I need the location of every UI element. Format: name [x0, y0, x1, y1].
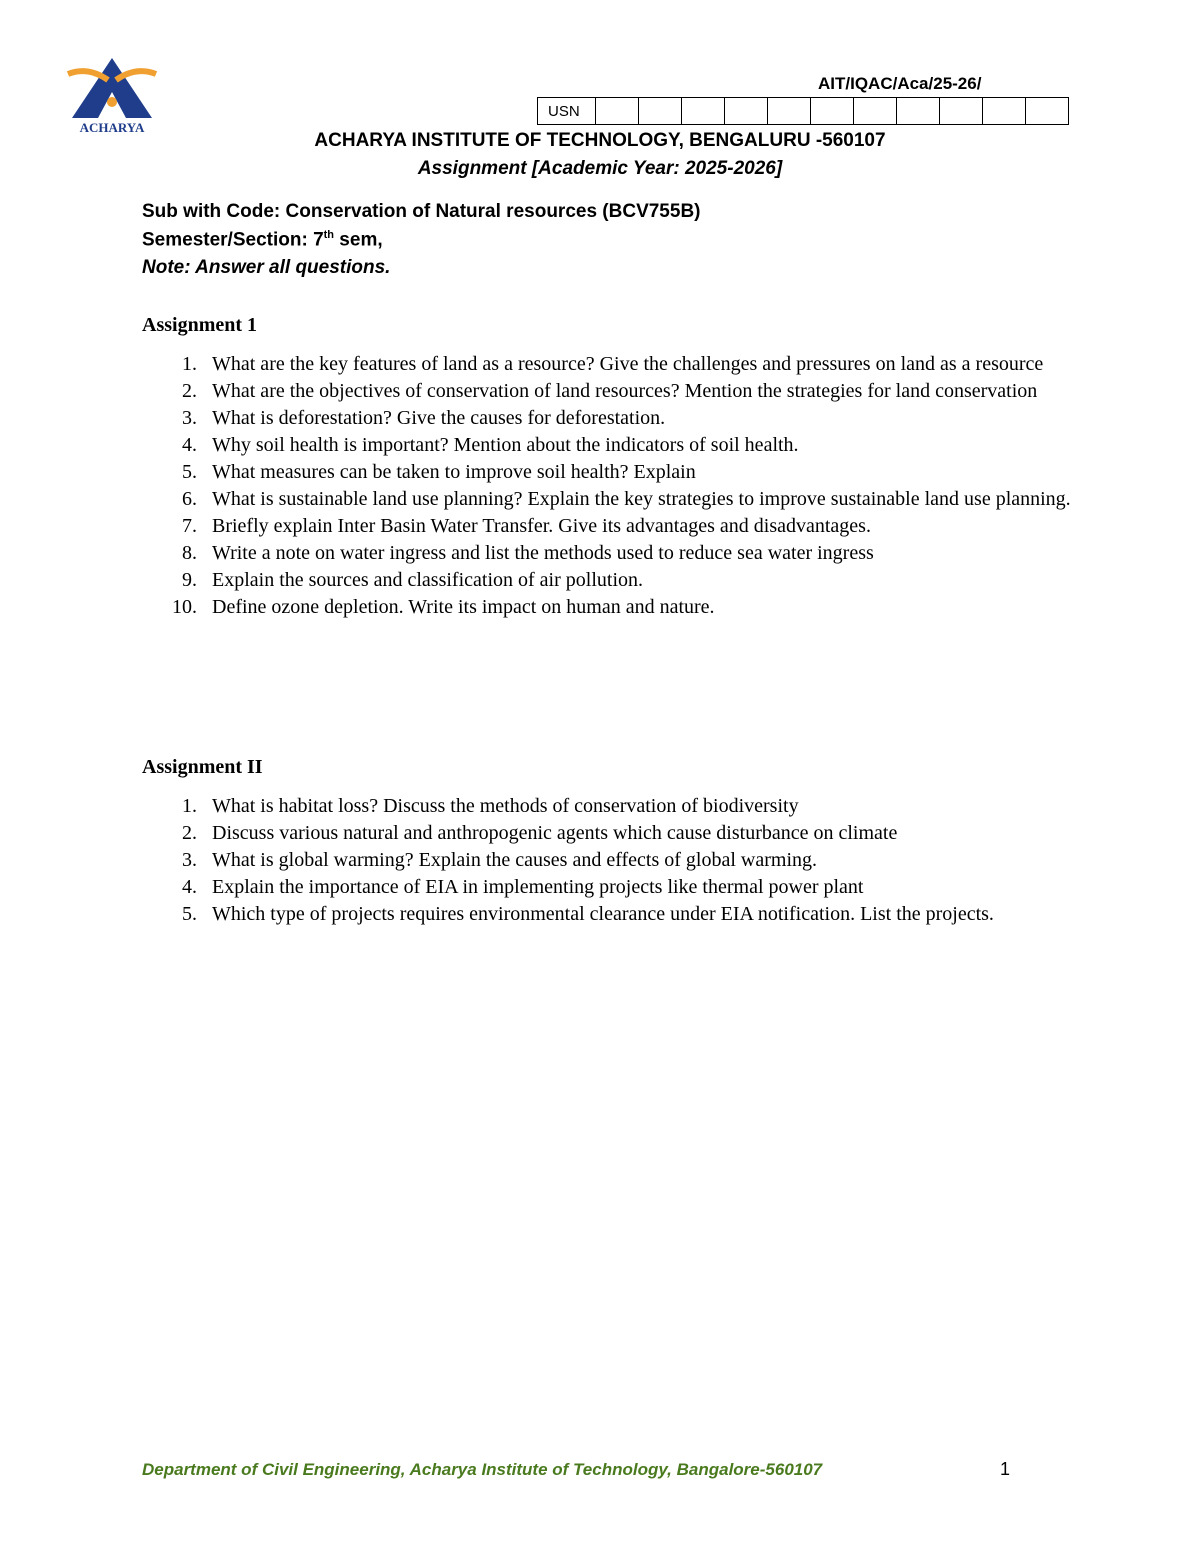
- note-line: Note: Answer all questions.: [142, 257, 391, 278]
- question-number: 6.: [182, 488, 197, 510]
- question-text: Why soil health is important? Mention about the indicators of soil health.: [212, 434, 799, 456]
- question-text: Explain the importance of EIA in implementing projects like thermal power plant: [212, 876, 864, 898]
- question-item: [142, 378, 1072, 405]
- question-text: What measures can be taken to improve soil health? Explain: [212, 461, 696, 483]
- question-number: 3.: [182, 849, 197, 871]
- usn-cell[interactable]: [811, 98, 854, 125]
- question-number: 3.: [182, 407, 197, 429]
- question-number: 1.: [182, 353, 197, 375]
- question-number: 10.: [172, 596, 197, 618]
- question-item: [142, 594, 1072, 621]
- question-text: Discuss various natural and anthropogenic agents which cause disturbance on climate: [212, 822, 898, 844]
- question-number: 2.: [182, 822, 197, 844]
- assignment-1-heading: Assignment 1: [142, 314, 258, 336]
- question-text: What is sustainable land use planning? Explain the key strategies to improve sustainable land use planning.: [212, 488, 1071, 510]
- question-number: 2.: [182, 380, 197, 402]
- question-text: Briefly explain Inter Basin Water Transfer. Give its advantages and disadvantages.: [212, 515, 871, 537]
- question-text: What is global warming? Explain the causes and effects of global warming.: [212, 849, 817, 871]
- question-item: [142, 567, 1072, 594]
- question-item: [142, 793, 1072, 820]
- usn-cell[interactable]: [725, 98, 768, 125]
- usn-grid: [537, 97, 1069, 125]
- question-item: [142, 351, 1072, 378]
- question-number: 7.: [182, 515, 197, 537]
- question-number: 5.: [182, 461, 197, 483]
- question-item: [142, 874, 1072, 901]
- question-text: Write a note on water ingress and list the methods used to reduce sea water ingress: [212, 542, 874, 564]
- document-reference: AIT/IQAC/Aca/25-26/: [818, 74, 982, 93]
- question-item: [142, 513, 1072, 540]
- usn-cell[interactable]: [854, 98, 897, 125]
- question-item: [142, 432, 1072, 459]
- question-number: 1.: [182, 795, 197, 817]
- question-number: 9.: [182, 569, 197, 591]
- usn-cell[interactable]: [983, 98, 1026, 125]
- question-item: [142, 459, 1072, 486]
- question-text: Which type of projects requires environmental clearance under EIA notification. List the projects.: [212, 903, 994, 925]
- question-item: [142, 847, 1072, 874]
- institute-title: ACHARYA INSTITUTE OF TECHNOLOGY, BENGALURU -560107: [314, 130, 886, 151]
- question-number: 8.: [182, 542, 197, 564]
- usn-cell[interactable]: [639, 98, 682, 125]
- usn-label: USN: [538, 98, 596, 125]
- question-text: Define ozone depletion. Write its impact on human and nature.: [212, 596, 715, 618]
- assignment-title: Assignment [Academic Year: 2025-2026]: [417, 158, 783, 179]
- usn-cell[interactable]: [1026, 98, 1069, 125]
- semester-superscript: th: [323, 229, 335, 241]
- question-text: What is deforestation? Give the causes for deforestation.: [212, 407, 666, 429]
- logo-emblem-icon: [66, 52, 158, 136]
- assignment-2-heading: Assignment II: [142, 756, 263, 778]
- question-item: [142, 405, 1072, 432]
- semester-suffix: sem,: [334, 229, 383, 251]
- question-item: [142, 820, 1072, 847]
- assignment-2-questions: [142, 793, 1072, 928]
- semester-line: [142, 229, 383, 251]
- question-item: [142, 486, 1072, 513]
- question-item: [142, 901, 1072, 928]
- question-text: What are the objectives of conservation of land resources? Mention the strategies for land conservation: [212, 380, 1038, 402]
- footer-department: Department of Civil Engineering, Acharya Institute of Technology, Bangalore-560107: [142, 1460, 823, 1479]
- question-number: 5.: [182, 903, 197, 925]
- usn-cell[interactable]: [682, 98, 725, 125]
- usn-cell[interactable]: [596, 98, 639, 125]
- question-item: [142, 540, 1072, 567]
- question-text: What are the key features of land as a resource? Give the challenges and pressures on land as a resource: [212, 353, 1044, 375]
- acharya-logo: [66, 52, 158, 136]
- usn-cell[interactable]: [940, 98, 983, 125]
- usn-cell[interactable]: [768, 98, 811, 125]
- usn-cell[interactable]: [897, 98, 940, 125]
- question-number: 4.: [182, 876, 197, 898]
- question-number: 4.: [182, 434, 197, 456]
- logo-text: ACHARYA: [79, 120, 145, 135]
- question-text: What is habitat loss? Discuss the methods of conservation of biodiversity: [212, 795, 799, 817]
- question-text: Explain the sources and classification of air pollution.: [212, 569, 643, 591]
- semester-prefix: Semester/Section: 7: [142, 229, 324, 251]
- assignment-1-questions: [142, 351, 1072, 621]
- subject-line: Sub with Code: Conservation of Natural resources (BCV755B): [142, 201, 701, 222]
- page-number: 1: [1000, 1459, 1011, 1479]
